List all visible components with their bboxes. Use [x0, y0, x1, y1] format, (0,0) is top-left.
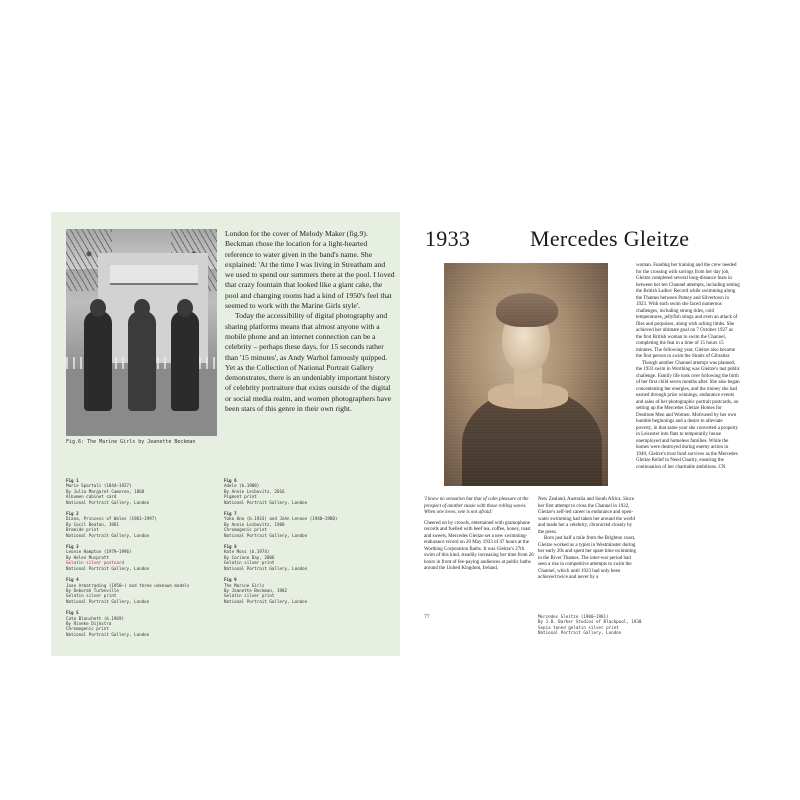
article-column-3 — [636, 263, 740, 471]
figure-credit: Fig 1 Marie Spartali (1844–1927) By Julia Margaret Cameron, 1868 Albumen cabinet card National Portrait Gallery, London — [66, 478, 150, 505]
figure-credits-col2 — [224, 478, 390, 610]
mercedes-photo-caption: Mercedes Gleitze (1900–1981) By J.B. Barker Studios of Blackpool, 1930 Sepia toned gelatin silver print National Portrait Gallery, London — [538, 614, 642, 636]
article-column-2 — [538, 497, 638, 582]
photo-neck — [514, 367, 542, 397]
photo-person — [128, 311, 156, 411]
photo-swimsuit — [462, 389, 602, 486]
photo-head — [177, 299, 193, 317]
figure-credits-col1 — [66, 478, 226, 643]
photo-face — [502, 311, 550, 373]
body-paragraph: Though another Channel attempt was planned, the 1933 swim in Worthing was Gleitze's last public challenge. Family life took over following the birth of her first child seven months after. She also began concentrating her energies, and the money she had earned through prize winnings, endurance events and sales of her photographic portrait postcards, on setting up the Mercedes Gleitze Homes for Destitute Men and Women. Motivated by her own humble beginnings and a desire to alleviate poverty, in that same year she converted a property in Leicester into flats to temporarily house unemployed and homeless families. While the homes were destroyed during enemy action in 1940, Gleitze's trust fund survives as the Mercedes Gleitze Relief in Need Charity, ensuring the continuation of her charitable ambitions. CN — [636, 360, 741, 470]
marine-girls-caption: Fig.6: The Marine Girls by Jeanette Beckman — [66, 439, 196, 445]
article-column-1 — [424, 497, 534, 573]
right-page — [404, 212, 751, 656]
body-paragraph: New Zealand, Australia and South Africa. Since her first attempt to cross the Channel in 1922, Gleitze's self-led career in endurance and open-water swimming had taken her around the world and made her a celebrity, chronicled closely by the press. — [538, 497, 636, 535]
photo-chest — [488, 383, 568, 409]
body-paragraph: Today the accessibility of digital photography and sharing platforms means that almost anyone with a mobile phone and an internet connection can be a celebrity – perhaps these days, for 15 seconds rather than '15 minutes', as Andy Warhol famously quipped. Yet as the Collection of National Portrait Gallery demonstrates, there is an undeniably important history of celebrity portraiture that exists outside of the digital or social media realm, and women photographers have been stars of this genre in their own right. — [225, 311, 392, 414]
photo-person — [84, 311, 112, 411]
figure-credit: Fig 4 Joan Armatrading (1950–) and three unknown models By Deborah Turbeville Gelatin silver print National Portrait Gallery, London — [66, 577, 190, 604]
photo-swim-cap — [496, 293, 558, 327]
photo-head — [134, 299, 150, 317]
chapter-title: Mercedes Gleitze — [530, 226, 690, 251]
left-body-text — [225, 229, 395, 414]
left-page — [51, 212, 400, 656]
body-paragraph: Cheered on by crowds, entertained with gramophone records and fuelled with beef tea, coffee, honey, toast and sweets, Mercedes Gleitze set a new swimming-endurance record on 20 May 1933 of 47 hours at the Worthing Corporation Baths. It was Gleitze's 27th swim of this kind, steadily increasing her time from 26 hours in front of fee-paying audiences at public baths around the United Kingdom, Ireland, — [424, 520, 534, 571]
body-paragraph: London for the cover of Melody Maker (fig.9). Beckman chose the location for a light-hearted reference to water given in the band's name. She explained: 'At the time I was living in Streatham and we used to spend our summers there at the pool. I loved that crazy fountain that looked like a giant cake, the pool and changing rooms had a kind of 1950's feel that seemed to work with the Marine Girls style'. — [225, 229, 395, 311]
figure-credit: Fig 8 Kate Moss (b.1974) By Corinne Day, 2006 Gelatin silver print National Portrait Gallery, London — [224, 544, 308, 571]
chapter-year: 1933 — [425, 226, 471, 251]
mercedes-gleitze-photo — [444, 263, 608, 486]
photo-person — [171, 311, 199, 411]
body-paragraph: Born just half a mile from the Brighton coast, Gleitze worked as a typist in Westminster during her early 20s and spent her spare time swimming in the River Thames. The inter-war period had seen a rise in competitive attempts to swim the Channel, which until 1923 had only been achieved twice and never by a — [538, 536, 637, 580]
figure-credit: Fig 5 Cate Blanchett (b.1969) By Rineke Dijkstra Chromogenic print National Portrait Gallery, London — [66, 610, 150, 637]
photo-head — [90, 299, 106, 317]
photo-sign — [110, 265, 198, 285]
figure-credit: Fig 7 Yoko Ono (b.1933) and John Lennon (1940–1980) By Annie Leibovitz, 1980 Chromogenic print National Portrait Gallery, London — [224, 511, 338, 538]
page-number: 77 — [424, 614, 430, 620]
pull-quote: 'I know no sensation but that of calm pleasure at the prospect of another tussle with those rolling waves. When one loves, one is not afraid.' — [424, 497, 529, 515]
marine-girls-photo — [66, 229, 217, 436]
figure-credit: Fig 3 Leonie Hampton (1979–1996) By Helen Muspratt Gelatin silver postcard National Portrait Gallery, London — [66, 544, 150, 571]
figure-credit: Fig 9 The Marine Girls By Jeanette Beckman, 1982 Gelatin silver print National Portrait Gallery, London — [224, 577, 308, 604]
figure-credit: Fig 6 Adele (b.1988) By Annie Leibovitz, 2016 Pigment print National Portrait Gallery, London — [224, 478, 308, 505]
figure-credit: Fig 2 Diana, Princess of Wales (1961–1997) By Cecil Beaton, 1961 Bromide print National Portrait Gallery, London — [66, 511, 157, 538]
body-paragraph: woman. Funding her training and the crew needed for the crossing with savings from her day job, Gleitze completed several long-distance feats in between her ten Channel attempts, including setting the British Ladies' Record while swimming along the Thames between Putney and Silvertown in 1923. With each swim she faced numerous challenges, including strong tides, cold temperatures, jellyfish stings and even an attack of flies and porpoises, along with aching limbs. She achieved her ultimate goal on 7 October 1927 as the first British woman to swim the Channel, completing the feat in a time of 15 hours 15 minutes. The following year, Gleitze also became the first person to swim the Straits of Gibraltar. — [636, 263, 740, 359]
